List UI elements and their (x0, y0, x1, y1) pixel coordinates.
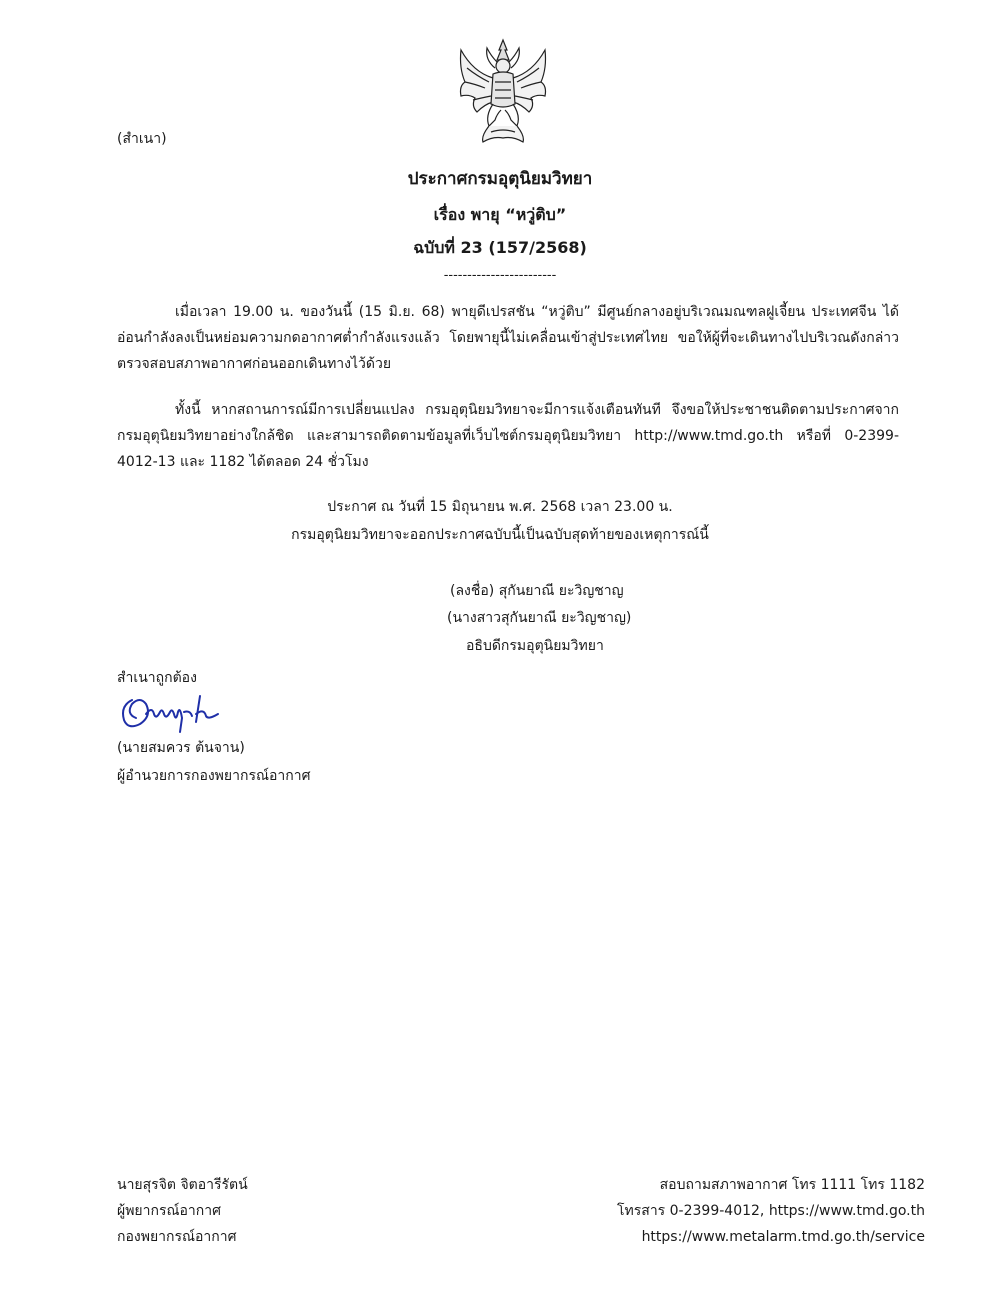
announcement-issue-number: ฉบับที่ 23 (157/2568) (413, 238, 587, 257)
announcement-date: ประกาศ ณ วันที่ 15 มิถุนายน พ.ศ. 2568 เวลา 23.00 น. (327, 499, 673, 515)
signatory-signed: (ลงชื่อ) สุกันยาณี ยะวิญชาญ (450, 583, 624, 599)
signatory-position: อธิบดีกรมอุตุนิยมวิทยา (466, 638, 604, 654)
garuda-emblem-icon (455, 38, 551, 144)
forecaster-block (117, 1172, 248, 1250)
contact-fax-website[interactable]: โทรสาร 0-2399-4012, https://www.tmd.go.th (617, 1203, 925, 1219)
forecaster-title: ผู้พยากรณ์อากาศ (117, 1203, 221, 1219)
contact-service-link[interactable]: https://www.metalarm.tmd.go.th/service (641, 1229, 925, 1245)
forecaster-division: กองพยากรณ์อากาศ (117, 1229, 237, 1245)
contact-block (617, 1172, 925, 1250)
signatory-name: (นางสาวสุกันยาณี ยะวิญชาญ) (447, 610, 632, 626)
certifier-name: (นายสมควร ต้นจาน) (117, 740, 245, 756)
certifier-position: ผู้อำนวยการกองพยากรณ์อากาศ (117, 768, 311, 784)
body-paragraph-1: เมื่อเวลา 19.00 น. ของวันนี้ (15 มิ.ย. 68) พายุดีเปรสชัน “หวู่ติบ” มีศูนย์กลางอยู่บริเวณมณฑลฝูเจี้ยน ประเทศจีน ได้อ่อนกำลังลงเป็นหย่อมความกดอากาศต่ำกำลังแรงแล้ว โดยพายุนี้ไม่เคลื่อนเข้าสู่ประเทศไทย ขอให้ผู้ที่จะเดินทางไปบริเวณดังกล่าวตรวจสอบสภาพอากาศก่อนออกเดินทางไว้ด้วย (117, 304, 899, 372)
body-paragraph-2: ทั้งนี้ หากสถานการณ์มีการเปลี่ยนแปลง กรมอุตุนิยมวิทยาจะมีการแจ้งเตือนทันที จึงขอให้ประชาชนติดตามประกาศจากกรมอุตุนิยมวิทยาอย่างใกล้ชิด และสามารถติดตามข้อมูลที่เว็บไซต์กรมอุตุนิยมวิทยา http://www.tmd.go.th หรือที่ 0-2399-4012-13 และ 1182 ได้ตลอด 24 ชั่วโมง (117, 402, 899, 470)
certified-copy-label: สำเนาถูกต้อง (117, 670, 197, 686)
contact-phone: สอบถามสภาพอากาศ โทร 1111 โทร 1182 (659, 1177, 925, 1193)
copy-label: (สำเนา) (117, 131, 167, 147)
separator-line: ------------------------ (443, 268, 557, 283)
announcement-subject: เรื่อง พายุ “หวู่ติบ” (433, 205, 567, 224)
forecaster-name: นายสุรจิต จิตอารีรัตน์ (117, 1177, 248, 1193)
handwritten-signature (118, 692, 222, 734)
final-notice: กรมอุตุนิยมวิทยาจะออกประกาศฉบับนี้เป็นฉบับสุดท้ายของเหตุการณ์นี้ (291, 527, 709, 543)
announcement-title: ประกาศกรมอุตุนิยมวิทยา (407, 169, 593, 189)
